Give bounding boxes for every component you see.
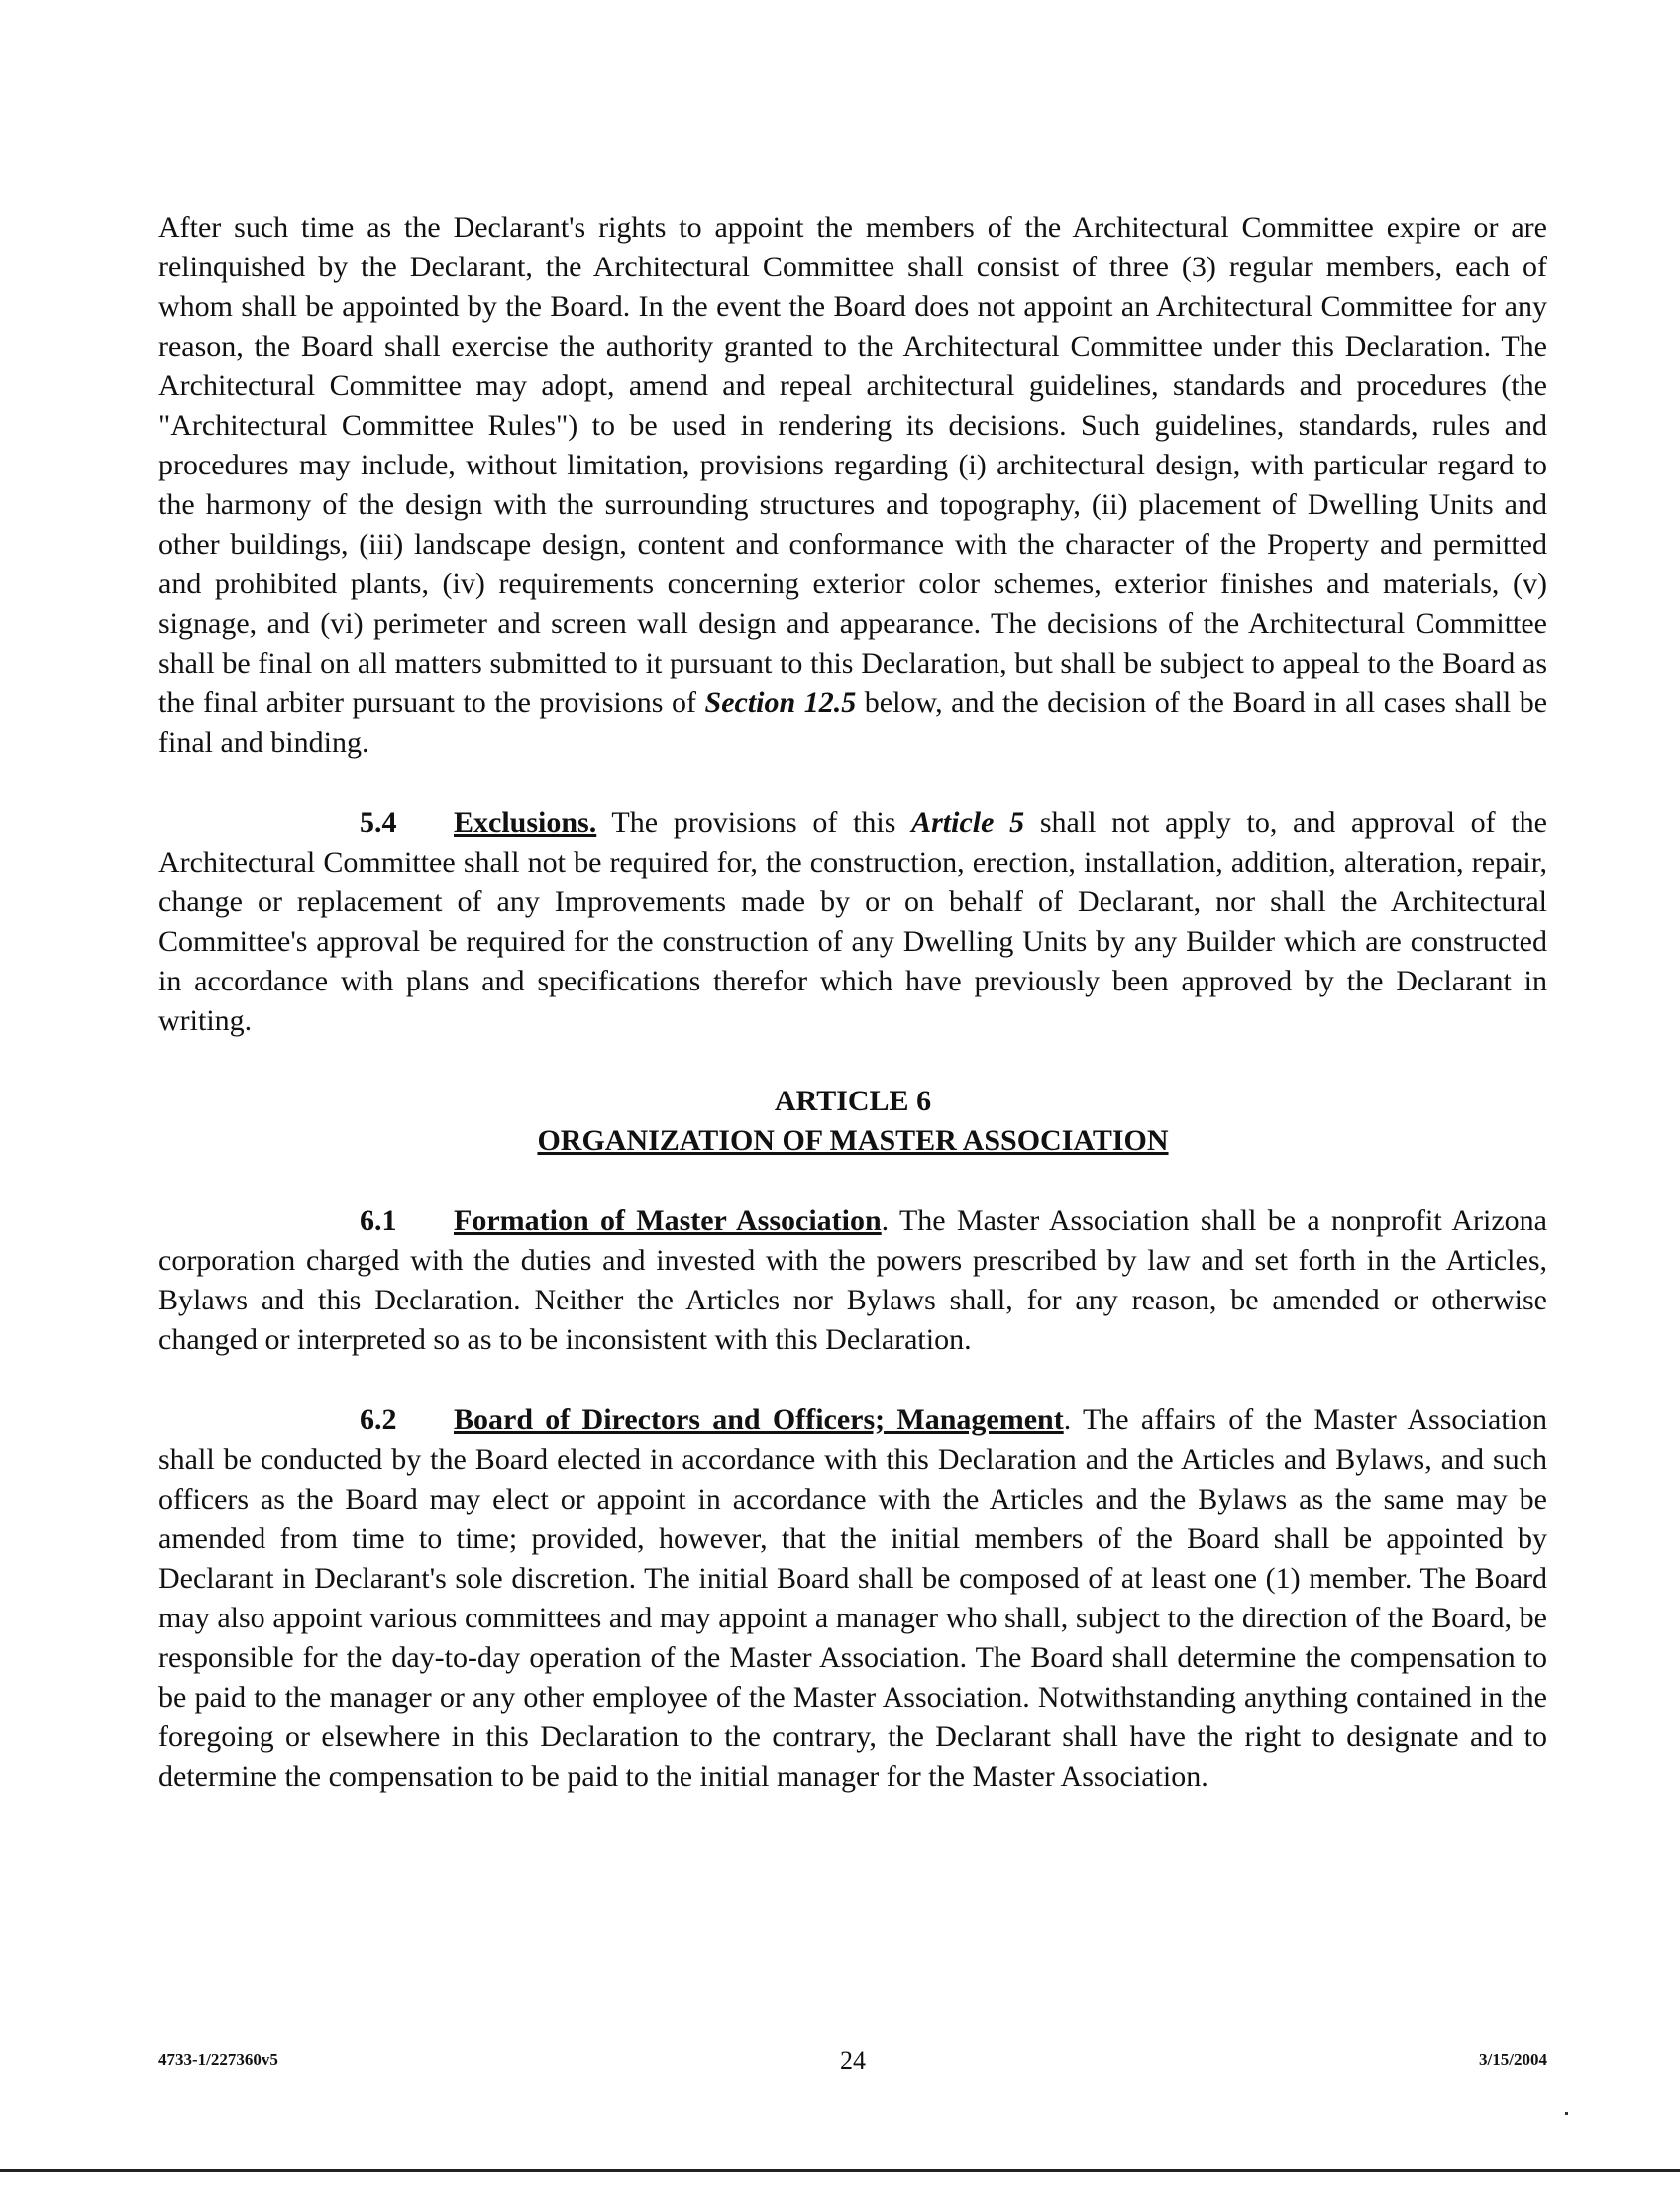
section-number: 6.2 xyxy=(360,1404,397,1436)
bottom-rule xyxy=(0,2169,1680,2172)
article-number: ARTICLE 6 xyxy=(774,1085,932,1117)
section-number: 6.1 xyxy=(360,1204,397,1237)
document-body xyxy=(158,208,1547,1837)
page-number: 24 xyxy=(840,2046,866,2075)
section-title: Board of Directors and Officers; Management xyxy=(454,1404,1064,1436)
section-5-4: 5.4 Exclusions. The provisions of this Article 5 shall not apply to, and approval of the Architectural Committee shall not be required for, the construction, erection, installation, addition, alteration, repair, change or replacement of any Improvements made by or on behalf of Declarant, nor shall the Architectural Committee's approval be required for the construction of any Dwelling Units by any Builder which are constructed in accordance with plans and specifications therefor which have previously been approved by the Declarant in writing. xyxy=(158,803,1547,1041)
document-date: 3/15/2004 xyxy=(1479,2050,1547,2069)
article-reference: Article 5 xyxy=(911,806,1025,839)
document-id: 4733-1/227360v5 xyxy=(158,2050,278,2069)
page-footer xyxy=(158,2046,1547,2080)
scan-speck xyxy=(1565,2112,1568,2115)
paragraph-architectural-committee: After such time as the Declarant's rights to appoint the members of the Architectural Committee expire or are relinquished by the Declarant, the Architectural Committee shall consist of three (3) regular members, each of whom shall be appointed by the Board. In the event the Board does not appoint an Architectural Committee for any reason, the Board shall exercise the authority granted to the Architectural Committee under this Declaration. The Architectural Committee may adopt, amend and repeal architectural guidelines, standards and procedures (the "Architectural Committee Rules") to be used in rendering its decisions. Such guidelines, standards, rules and procedures may include, without limitation, provisions regarding (i) architectural design, with particular regard to the harmony of the design with the surrounding structures and topography, (ii) placement of Dwelling Units and other buildings, (iii) landscape design, content and conformance with the character of the Property and permitted and prohibited plants, (iv) requirements concerning exterior color schemes, exterior finishes and materials, (v) signage, and (vi) perimeter and screen wall design and appearance. The decisions of the Architectural Committee shall be final on all matters submitted to it pursuant to this Declaration, but shall be subject to appeal to the Board as the final arbiter pursuant to the provisions of Section 12.5 below, and the decision of the Board in all cases shall be final and binding. xyxy=(158,211,1548,759)
section-6-1: 6.1 Formation of Master Association. The Master Association shall be a nonprofit Arizona corporation charged with the duties and invested with the powers prescribed by law and set forth in the Articles, Bylaws and this Declaration. Neither the Articles nor Bylaws shall, for any reason, be amended or otherwise changed or interpreted so as to be inconsistent with this Declaration. xyxy=(158,1201,1547,1360)
article-title: ORGANIZATION OF MASTER ASSOCIATION xyxy=(537,1124,1169,1157)
section-6-2: 6.2 Board of Directors and Officers; Management. The affairs of the Master Association shall be conducted by the Board elected in accordance with this Declaration and the Articles and Bylaws, and such officers as the Board may elect or appoint in accordance with the Articles and the Bylaws as the same may be amended from time to time; provided, however, that the initial members of the Board shall be appointed by Declarant in Declarant's sole discretion. The initial Board shall be composed of at least one (1) member. The Board may also appoint various committees and may appoint a manager who shall, subject to the direction of the Board, be responsible for the day-to-day operation of the Master Association. The Board shall determine the compensation to be paid to the manager or any other employee of the Master Association. Notwithstanding anything contained in the foregoing or elsewhere in this Declaration to the contrary, the Declarant shall have the right to designate and to determine the compensation to be paid to the initial manager for the Master Association. xyxy=(158,1401,1547,1797)
section-number: 5.4 xyxy=(360,806,397,839)
article-heading xyxy=(158,1082,1547,1161)
section-title: Exclusions. xyxy=(454,806,597,839)
section-title: Formation of Master Association xyxy=(454,1204,882,1237)
section-reference: Section 12.5 xyxy=(704,686,857,719)
